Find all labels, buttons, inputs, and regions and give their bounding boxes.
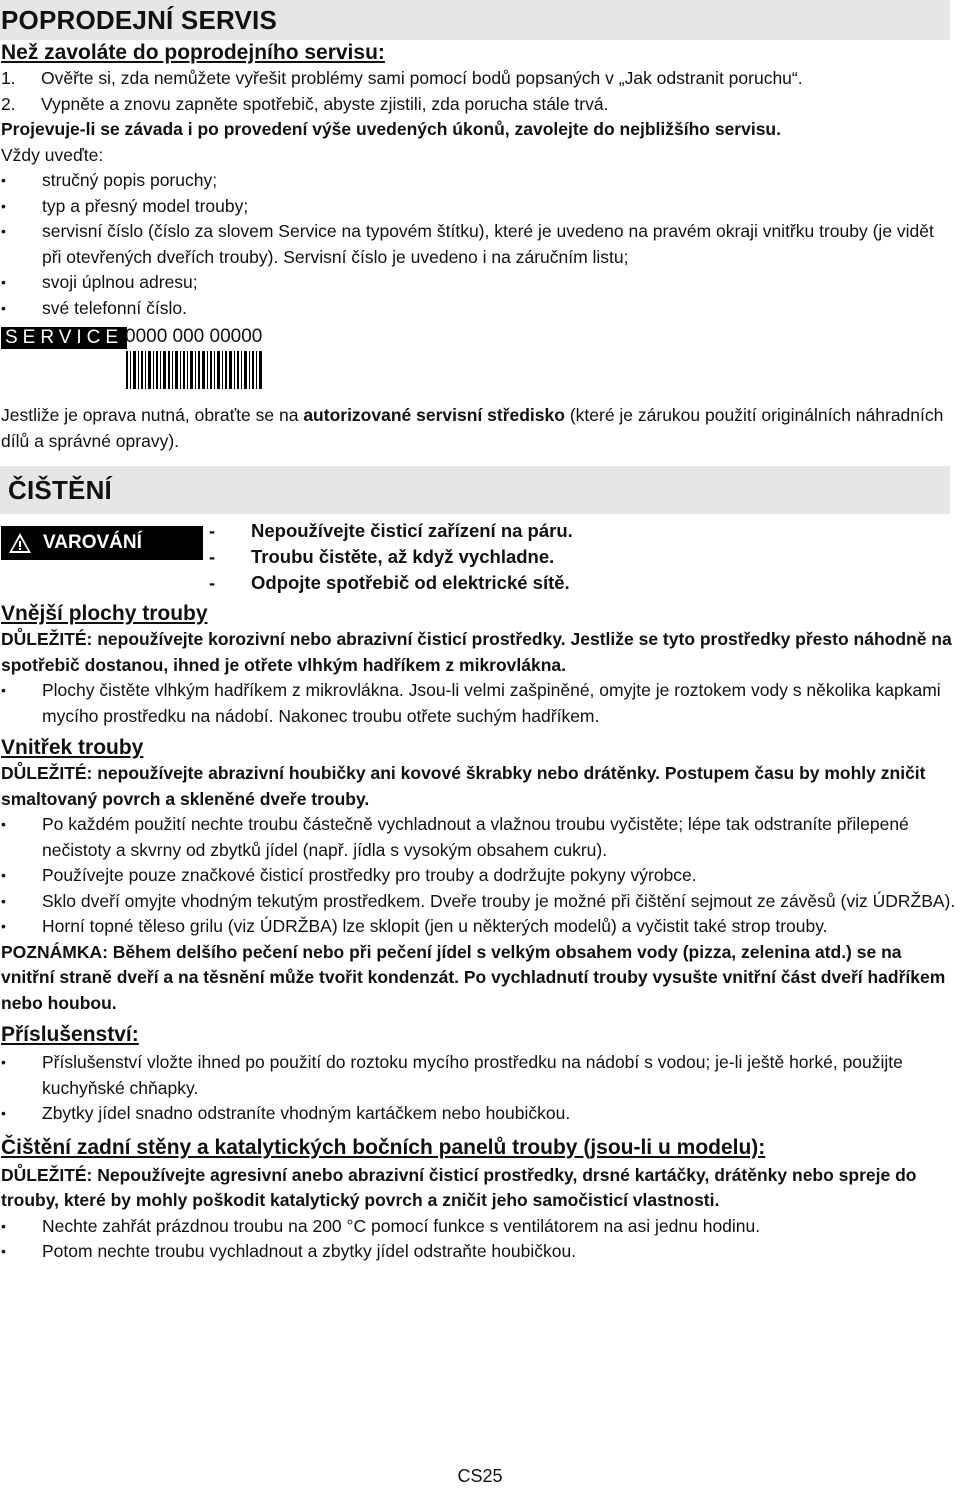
catalytic-important: DŮLEŽITÉ: Nepoužívejte agresivní anebo abrazivní čisticí prostředky, drsné kartáčky, drátěnky nebo spreje do trouby, které by mohly poškodit katalytický povrch a zničit jeho samočisticí vlastnosti. — [1, 1164, 917, 1210]
list-item: - Troubu čistěte, až když vychladne. — [209, 546, 555, 567]
interior-list — [0, 812, 958, 940]
exterior-list — [0, 678, 958, 729]
barcode-icon — [126, 351, 262, 389]
interior-heading: Vnitřek trouby — [1, 736, 144, 759]
list-item: • své telefonní číslo. — [1, 297, 187, 318]
list-item: • Plochy čistěte vlhkým hadříkem z mikrovlákna. Jsou-li velmi zašpiněné, omyjte je roztokem vody s několika kapkami mycího prostředku na nádobí. Nakonec troubu otřete suchým hadříkem. — [1, 680, 941, 726]
warning-label: VAROVÁNÍ — [43, 532, 142, 553]
list-item: - Odpojte spotřebič od elektrické sítě. — [209, 572, 570, 593]
service-section-title: POPRODEJNÍ SERVIS — [0, 0, 950, 40]
interior-important: DŮLEŽITÉ: nepoužívejte abrazivní houbičky ani kovové škrabky nebo drátěnky. Postupem času by mohly zničit smaltovaný povrch a skleněné dveře trouby. — [1, 763, 926, 809]
cleaning-section-title: ČIŠTĚNÍ — [0, 466, 950, 514]
list-item: - Nepoužívejte čisticí zařízení na páru. — [209, 520, 573, 541]
service-label-illustration — [1, 327, 958, 391]
persist-text: Projevuje-li se závada i po provedení výše uvedených úkonů, zavolejte do nejbližšího servisu. — [1, 119, 781, 139]
catalytic-list — [0, 1214, 958, 1265]
accessories-heading: Příslušenství: — [1, 1023, 139, 1046]
catalytic-heading: Čištění zadní stěny a katalytických bočních panelů trouby (jsou-li u modelu): — [1, 1135, 766, 1159]
before-call-heading: Než zavoláte do poprodejního servisu: — [1, 41, 385, 64]
page-number: CS25 — [457, 1466, 503, 1486]
accessories-list — [0, 1050, 958, 1127]
warning-list — [209, 518, 573, 602]
list-item: • Po každém použití nechte troubu částečně vychladnout a vlažnou troubu vyčistěte; lépe tak odstraníte přilepené nečistoty a skvrny od zbytků jídel (např. jídla s vysokým obsahem cukru). — [1, 814, 909, 860]
steps-list — [0, 66, 958, 117]
service-label: SERVICE — [1, 327, 127, 349]
list-item: • Nechte zahřát prázdnou troubu na 200 °C pomocí funkce s ventilátorem na asi jednu hodinu. — [1, 1215, 761, 1236]
exterior-heading: Vnější plochy trouby — [1, 602, 208, 625]
list-item: • Potom nechte troubu vychladnout a zbytky jídel odstraňte houbičkou. — [1, 1241, 577, 1261]
always-state: Vždy uveďte: — [1, 144, 104, 165]
list-item: • stručný popis poruchy; — [1, 170, 218, 190]
service-number: 0000 000 00000 — [125, 326, 263, 347]
list-item: • Příslušenství vložte ihned po použití do roztoku mycího prostředku na nádobí s vodou; je-li ještě horké, použijte kuchyňské chňapky. — [1, 1052, 903, 1098]
repair-paragraph: Jestliže je oprava nutná, obraťte se na autorizované servisní středisko (které je zárukou použití originálních náhradních dílů a správné opravy). — [1, 405, 944, 451]
list-item: • Zbytky jídel snadno odstraníte vhodným kartáčkem nebo houbičkou. — [1, 1103, 571, 1123]
warning-triangle-icon — [7, 531, 33, 555]
list-item: • svoji úplnou adresu; — [1, 272, 198, 292]
list-item: • Používejte pouze značkové čisticí prostředky pro trouby a dodržujte pokyny výrobce. — [1, 865, 697, 885]
list-item: • servisní číslo (číslo za slovem Service na typovém štítku), které je uvedeno na pravém okraji vnitřku trouby (je vidět při otevřených dveřích trouby). Servisní číslo je uvedeno i na záručním listu; — [1, 221, 934, 267]
warning-block — [1, 520, 958, 602]
list-item: • Sklo dveří omyjte vhodným tekutým prostředkem. Dveře trouby je možné při čištění sejmout ze závěsů (viz ÚDRŽBA). — [1, 890, 956, 911]
info-list — [0, 168, 958, 321]
list-item: • typ a přesný model trouby; — [1, 195, 249, 216]
interior-note: POZNÁMKA: Během delšího pečení nebo při pečení jídel s velkým obsahem vody (pizza, zelenina atd.) se na vnitřní straně dveří a na těsnění může tvořit kondenzát. Po vychladnutí trouby vysušte vnitřní část dveří hadříkem nebo houbou. — [1, 941, 946, 1013]
list-item: 1. Ověřte si, zda nemůžete vyřešit problémy sami pomocí bodů popsaných v „Jak odstranit poruchu“. — [1, 68, 803, 88]
exterior-important: DŮLEŽITÉ: nepoužívejte korozivní nebo abrazivní čisticí prostředky. Jestliže se tyto prostředky přesto náhodně na spotřebič dostanou, ihned je otřete vlhkým hadříkem z mikrovlákna. — [1, 629, 952, 675]
warning-badge — [1, 526, 203, 560]
list-item: • Horní topné těleso grilu (viz ÚDRŽBA) lze sklopit (jen u některých modelů) a vyčistit také strop trouby. — [1, 916, 828, 936]
list-item: 2. Vypněte a znovu zapněte spotřebič, abyste zjistili, zda porucha stále trvá. — [1, 93, 609, 114]
